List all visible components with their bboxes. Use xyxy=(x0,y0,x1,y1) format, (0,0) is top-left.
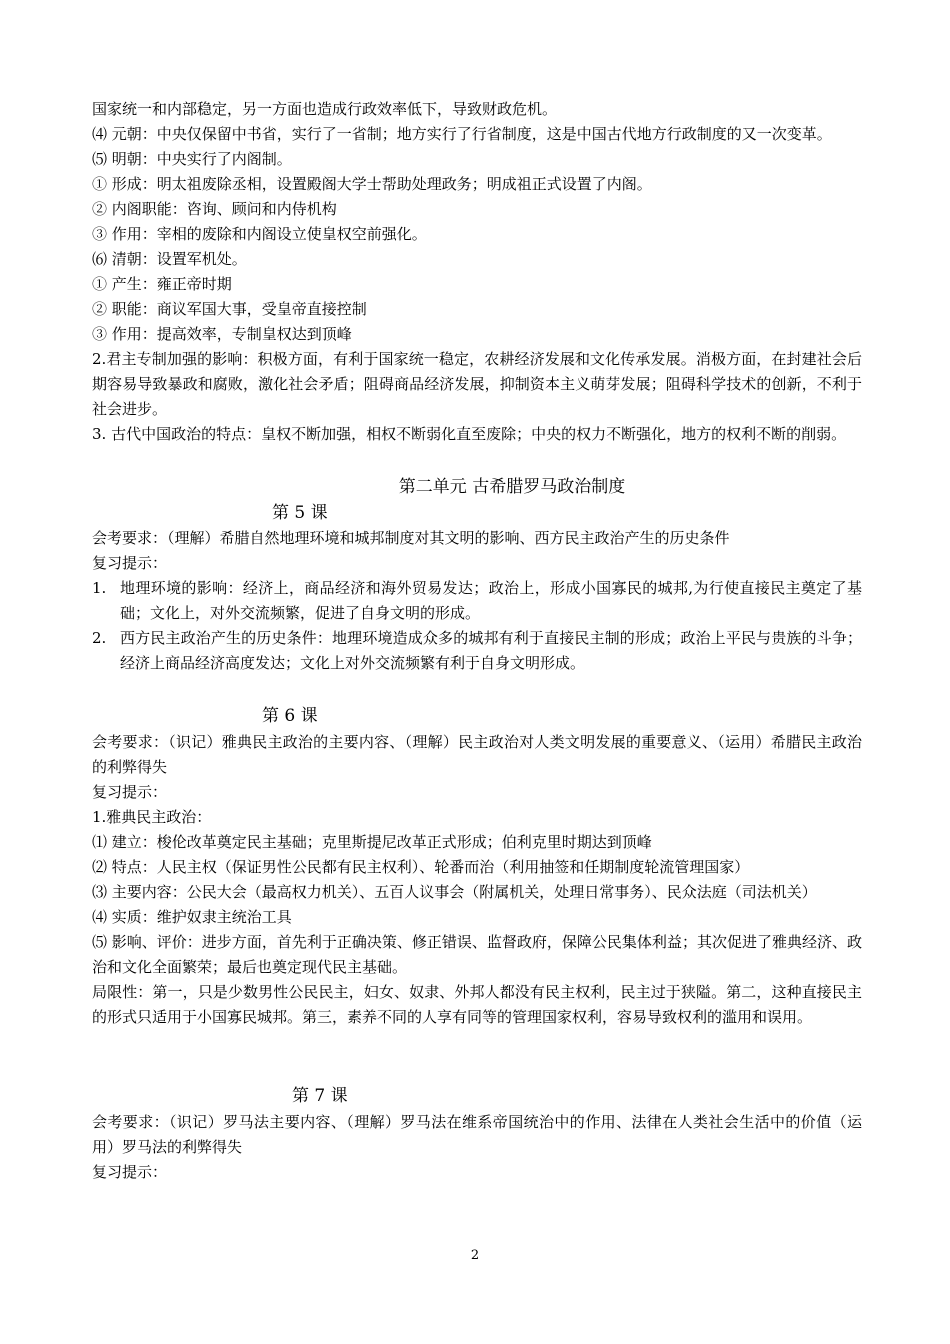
lesson-7-hint: 复习提示： xyxy=(92,1163,168,1181)
paragraph: ⑴ 建立：梭伦改革奠定民主基础；克里斯提尼改革正式形成；伯利克里时期达到顶峰 xyxy=(92,833,652,851)
list-number: 2. xyxy=(92,629,107,647)
paragraph: ⑵ 特点：人民主权（保证男性公民都有民主权利）、轮番而治（利用抽签和任期制度轮流管理国家） xyxy=(92,858,750,876)
paragraph: 国家统一和内部稳定，另一方面也造成行政效率低下，导致财政危机。 xyxy=(92,100,558,118)
lesson-6-title: 第 6 课 xyxy=(262,706,318,726)
unit-title: 第二单元 古希腊罗马政治制度 xyxy=(398,477,626,497)
lesson-6-requirement: 会考要求：（识记）雅典民主政治的主要内容、（理解）民主政治对人类文明发展的重要意义、（运用）希腊民主政治的利弊得失 xyxy=(92,733,862,776)
paragraph: ① 产生：雍正帝时期 xyxy=(92,275,232,293)
lesson-5-title: 第 5 课 xyxy=(272,503,328,523)
paragraph: ③ 作用：提高效率，专制皇权达到顶峰 xyxy=(92,325,352,343)
list-text: 地理环境的影响：经济上，商品经济和海外贸易发达；政治上，形成小国寡民的城邦,为行使直接民主奠定了基础；文化上，对外交流频繁，促进了自身文明的形成。 xyxy=(120,579,862,622)
paragraph: 3. 古代中国政治的特点：皇权不断加强，相权不断弱化直至废除；中央的权力不断强化，地方的权利不断的削弱。 xyxy=(92,425,847,443)
paragraph: ⑹ 清朝：设置军机处。 xyxy=(92,250,247,268)
lesson-6-hint: 复习提示： xyxy=(92,783,168,801)
lesson-5-requirement: 会考要求：（理解）希腊自然地理环境和城邦制度对其文明的影响、西方民主政治产生的历史条件 xyxy=(92,529,730,547)
document-page xyxy=(92,97,862,1185)
page-number: 2 xyxy=(470,1248,480,1263)
list-text: 西方民主政治产生的历史条件：地理环境造成众多的城邦有利于直接民主制的形成；政治上平民与贵族的斗争；经济上商品经济高度发达；文化上对外交流频繁有利于自身文明形成。 xyxy=(120,629,862,672)
lesson-7-requirement: 会考要求：（识记）罗马法主要内容、（理解）罗马法在维系帝国统治中的作用、法律在人类社会生活中的价值（运用）罗马法的利弊得失 xyxy=(92,1113,862,1156)
paragraph: ⑶ 主要内容：公民大会（最高权力机关）、五百人议事会（附属机关，处理日常事务）、民众法庭（司法机关） xyxy=(92,883,817,901)
list-item xyxy=(92,626,862,676)
paragraph: ② 职能：商议军国大事，受皇帝直接控制 xyxy=(92,300,367,318)
paragraph: ⑷ 元朝：中央仅保留中书省，实行了一省制；地方实行了行省制度，这是中国古代地方行政制度的又一次变革。 xyxy=(92,125,832,143)
paragraph: 1.雅典民主政治： xyxy=(92,808,212,826)
paragraph: ③ 作用：宰相的废除和内阁设立使皇权空前强化。 xyxy=(92,225,427,243)
paragraph: 局限性：第一，只是少数男性公民民主，妇女、奴隶、外邦人都没有民主权利，民主过于狭隘。第二，这种直接民主的形式只适用于小国寡民城邦。第三，素养不同的人享有同等的管理国家权利，容易导致权利的滥用和误用。 xyxy=(92,983,862,1026)
lesson-5-hint: 复习提示： xyxy=(92,554,168,572)
list-item xyxy=(92,576,862,626)
paragraph: ⑸ 影响、评价：进步方面，首先利于正确决策、修正错误、监督政府，保障公民集体利益；其次促进了雅典经济、政治和文化全面繁荣；最后也奠定现代民主基础。 xyxy=(92,933,862,976)
list-number: 1. xyxy=(92,579,107,597)
paragraph: ② 内阁职能：咨询、顾问和内侍机构 xyxy=(92,200,337,218)
paragraph: ⑸ 明朝：中央实行了内阁制。 xyxy=(92,150,292,168)
paragraph: ⑷ 实质：维护奴隶主统治工具 xyxy=(92,908,292,926)
lesson-7-title: 第 7 课 xyxy=(292,1086,348,1106)
paragraph: 2.君主专制加强的影响：积极方面，有利于国家统一稳定，农耕经济发展和文化传承发展。消极方面，在封建社会后期容易导致暴政和腐败，激化社会矛盾；阻碍商品经济发展，抑制资本主义萌芽发展；阻碍科学技术的创新，不利于社会进步。 xyxy=(92,350,862,418)
paragraph: ① 形成：明太祖废除丞相，设置殿阁大学士帮助处理政务；明成祖正式设置了内阁。 xyxy=(92,175,652,193)
